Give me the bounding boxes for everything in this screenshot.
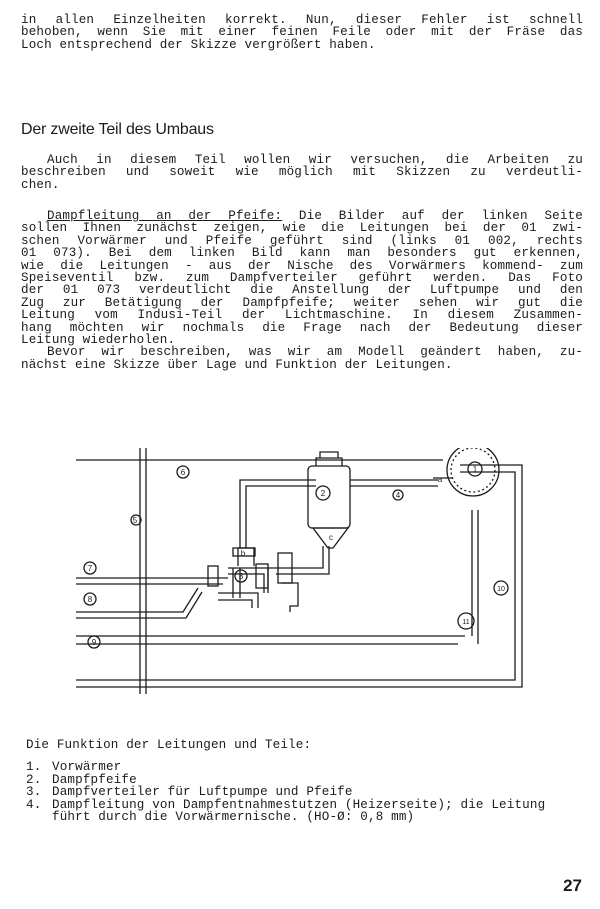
label-3: 3	[238, 572, 244, 581]
text-line: schen Vorwärmer und Pfeife geführt sind (links 01 002, rechts	[21, 233, 583, 248]
text-line: beschreiben und soweit wie möglich mit Skizzen zu verdeutli-	[21, 165, 583, 180]
text-line: nächst eine Skizze über Lage und Funktion der Leitungen.	[21, 357, 453, 372]
legend	[26, 739, 586, 823]
label-11: 11	[462, 619, 470, 626]
label-9: 9	[91, 638, 97, 647]
top-paragraph	[21, 14, 583, 51]
text-line: Bevor wir beschreiben, was wir am Modell geändert haben, zu-	[47, 345, 583, 360]
pipe-7	[76, 578, 228, 584]
text-line: wie die Leitungen - aus der Nische des Vorwärmers kommend- zum	[21, 258, 583, 273]
label-c: c	[329, 533, 333, 542]
legend-item	[26, 799, 586, 824]
text-line: sollen Ihnen zunächst zeigen, wie die Leitungen bei der 01 zwi-	[21, 221, 583, 236]
legend-text: Dampfverteiler für Luftpumpe und Pfeife	[52, 785, 353, 800]
rod-5	[140, 448, 146, 694]
dampf-first-line-rest: Die Bilder auf der linken Seite	[282, 209, 583, 223]
label-1: 1	[472, 465, 478, 474]
text-line: 01 073). Bei dem linken Bild kann man besonders gut erkennen,	[21, 246, 583, 261]
legend-number: 3.	[26, 785, 42, 800]
legend-list	[26, 761, 586, 823]
legend-number: 2.	[26, 772, 42, 787]
text-line: Leitung vom Indusi-Teil der Lichtmaschine. In diesem Zusammen-	[21, 308, 583, 323]
text-line: Auch in diesem Teil wollen wir versuchen, die Arbeiten zu	[47, 153, 583, 167]
section-title: Der zweite Teil des Umbaus	[21, 121, 214, 138]
label-b: b	[240, 549, 246, 558]
whistle-top	[316, 458, 342, 466]
label-10: 10	[497, 586, 505, 593]
label-5: 5	[132, 516, 138, 525]
legend-text: Dampfpfeife	[52, 772, 137, 787]
label-7: 7	[87, 564, 93, 573]
intro-paragraph	[21, 154, 583, 191]
pipe-10-inner	[76, 465, 522, 687]
label-4: 4	[395, 491, 401, 500]
dampf-heading: Dampfleitung an der Pfeife:	[47, 209, 283, 223]
legend-text: Dampfleitung von Dampfentnahmestutzen (Heizerseite); die Leitung führt durch die Vorwärmernische. (HO-Ø: 0,8 mm)	[52, 797, 546, 825]
legend-header: Die Funktion der Leitungen und Teile:	[26, 738, 312, 752]
legend-number: 1.	[26, 760, 42, 775]
text-line: Leitung wiederholen.	[21, 333, 176, 348]
side-valve	[282, 583, 298, 612]
text-line: behoben, wenn Sie mit einer feinen Feile oder mit der Fräse das	[21, 25, 583, 40]
label-a: a	[437, 475, 443, 484]
pipe-diagram	[68, 448, 538, 694]
pipe-10	[76, 472, 515, 680]
whistle-cap	[320, 452, 338, 458]
legend-text: Vorwärmer	[52, 760, 122, 775]
text-line: chen.	[21, 177, 60, 192]
legend-number: 4.	[26, 797, 42, 812]
text-line: Loch entsprechend der Skizze vergrößert haben.	[21, 37, 376, 52]
lower-fitting	[218, 593, 258, 608]
dampf-paragraph	[21, 210, 583, 371]
page-number: 27	[563, 876, 582, 895]
text-line: Speiseventil bzw. zum Dampfverteiler geführt werden. Das Foto	[21, 271, 583, 286]
label-6: 6	[180, 468, 186, 477]
text-line: Zug zur Betätigung der Dampfpfeife; weiter sehen wir gut die	[21, 295, 583, 310]
connector-3	[228, 568, 268, 593]
fitting-left	[208, 566, 218, 586]
label-2: 2	[320, 489, 326, 498]
label-8: 8	[87, 595, 93, 604]
whistle-feed	[240, 480, 316, 548]
text-line: hang möchten wir nochmals die Frage nach der Bedeutung dieser	[21, 320, 583, 335]
text-line: der 01 073 verdeutlicht die Anstellung der Luftpumpe und den	[21, 283, 583, 298]
connector-right	[268, 546, 329, 574]
pipe-4	[350, 480, 438, 486]
text-line: in allen Einzelheiten korrekt. Nun, dieser Fehler ist schnell	[21, 13, 583, 27]
